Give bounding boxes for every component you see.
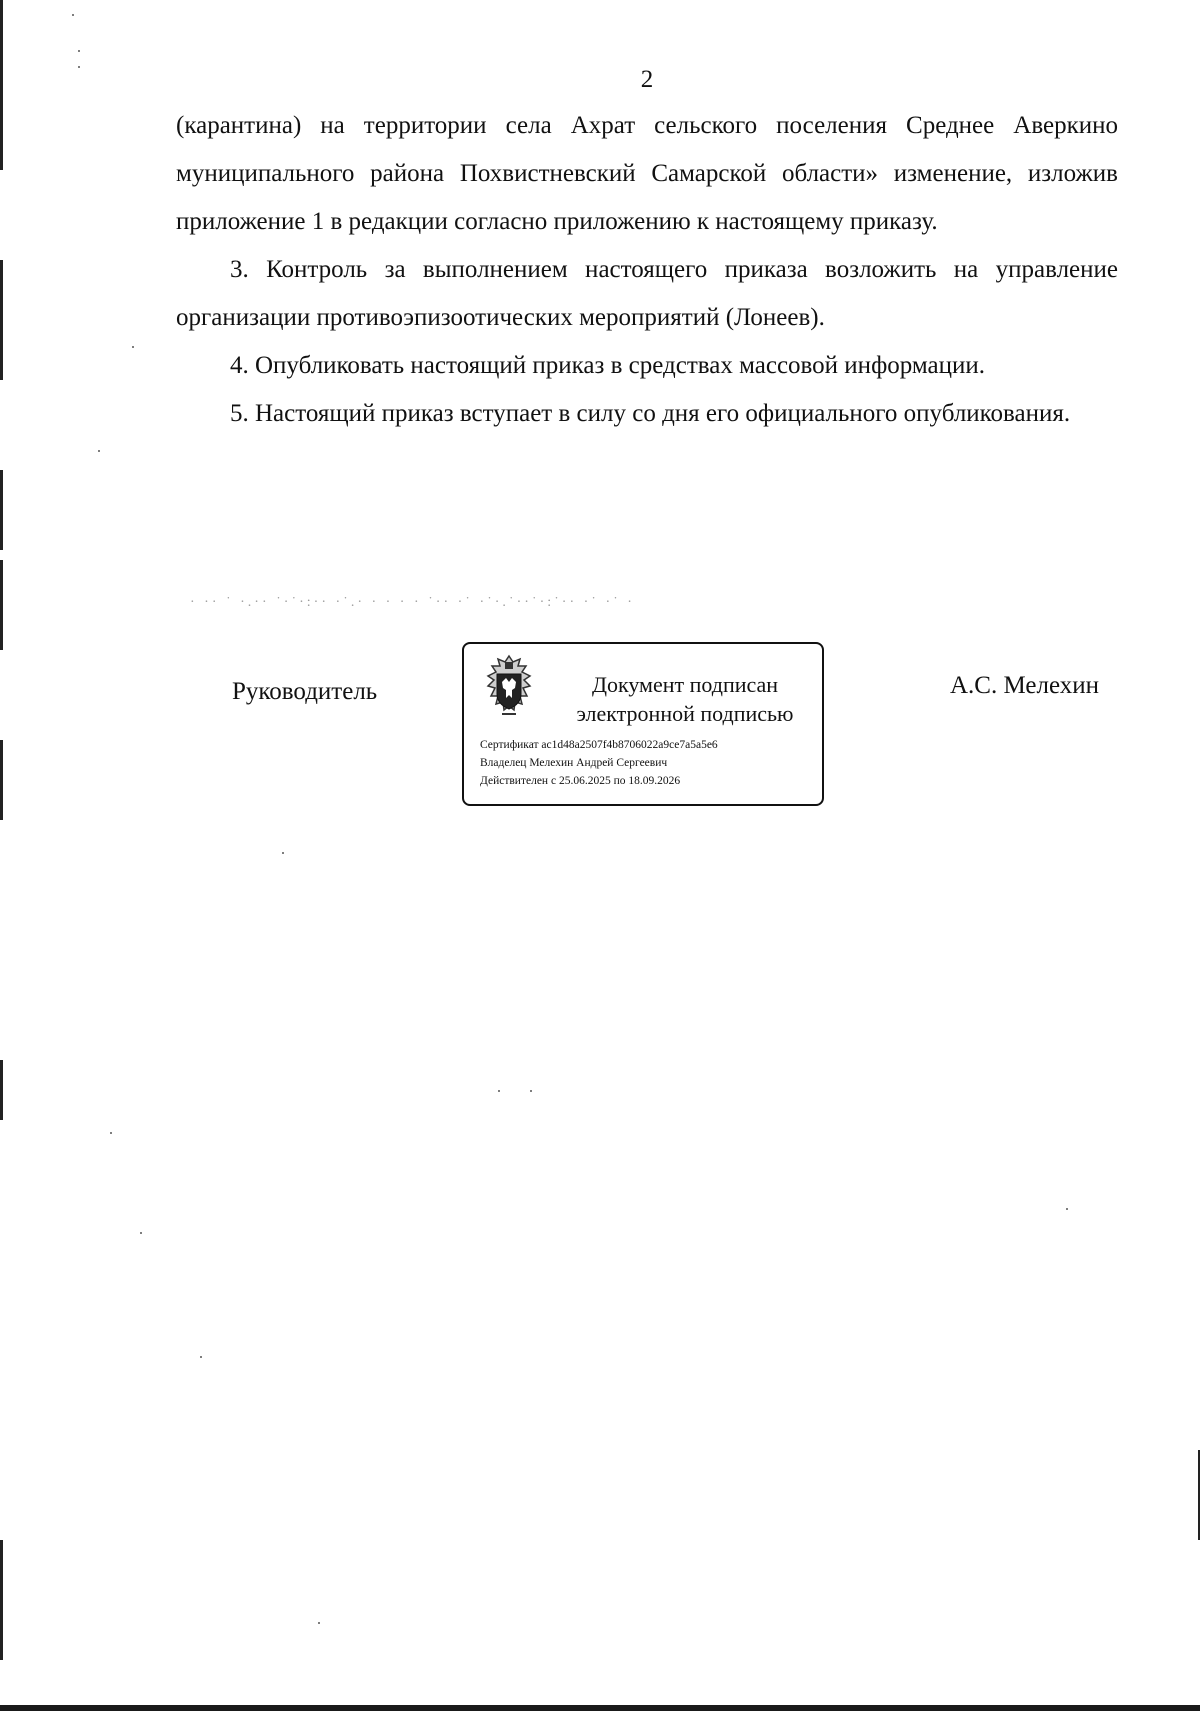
stamp-title-line2: электронной подписью: [576, 701, 794, 726]
scan-edge-bottom: [0, 1705, 1200, 1711]
stamp-owner: Владелец Мелехин Андрей Сергеевич: [480, 757, 668, 769]
stamp-title-line1: Документ подписан: [591, 672, 779, 697]
paragraph-continuation: (карантина) на территории села Ахрат сельского поселения Среднее Аверкино муниципального района Похвистневский Самарской области» изменение, изложив приложение 1 в редакции согласно приложению к настоящему приказу.: [176, 112, 1118, 235]
paragraph-publish: 4. Опубликовать настоящий приказ в средствах массовой информации.: [230, 352, 986, 379]
paragraph-control: 3. Контроль за выполнением настоящего приказа возложить на управление организации противоэпизоотических мероприятий (Лонеев).: [176, 256, 1118, 331]
stamp-details: [480, 736, 820, 790]
scan-noise: · ·· ˙ ·.·· ˙·˙·:·· ·˙.· · · · · ˙·· ·˙ ·˙·.˙··˙·:˙·· ·˙ ·˙ ·: [190, 595, 635, 610]
signer-name: А.С. Мелехин: [950, 672, 1099, 699]
electronic-signature-stamp: [462, 642, 824, 806]
page-number: 2: [640, 66, 654, 93]
stamp-validity: Действителен с 25.06.2025 по 18.09.2026: [480, 775, 681, 787]
stamp-title: [560, 670, 810, 728]
scan-edge-left: [0, 0, 3, 1711]
stamp-certificate: Сертификат ac1d48a2507f4b8706022a9ce7a5a5e6: [480, 739, 718, 751]
signer-position: Руководитель: [232, 678, 378, 705]
coat-of-arms-icon: [480, 654, 538, 720]
document-body: [176, 102, 1118, 438]
paragraph-effective: 5. Настоящий приказ вступает в силу со дня его официального опубликования.: [230, 400, 1071, 427]
